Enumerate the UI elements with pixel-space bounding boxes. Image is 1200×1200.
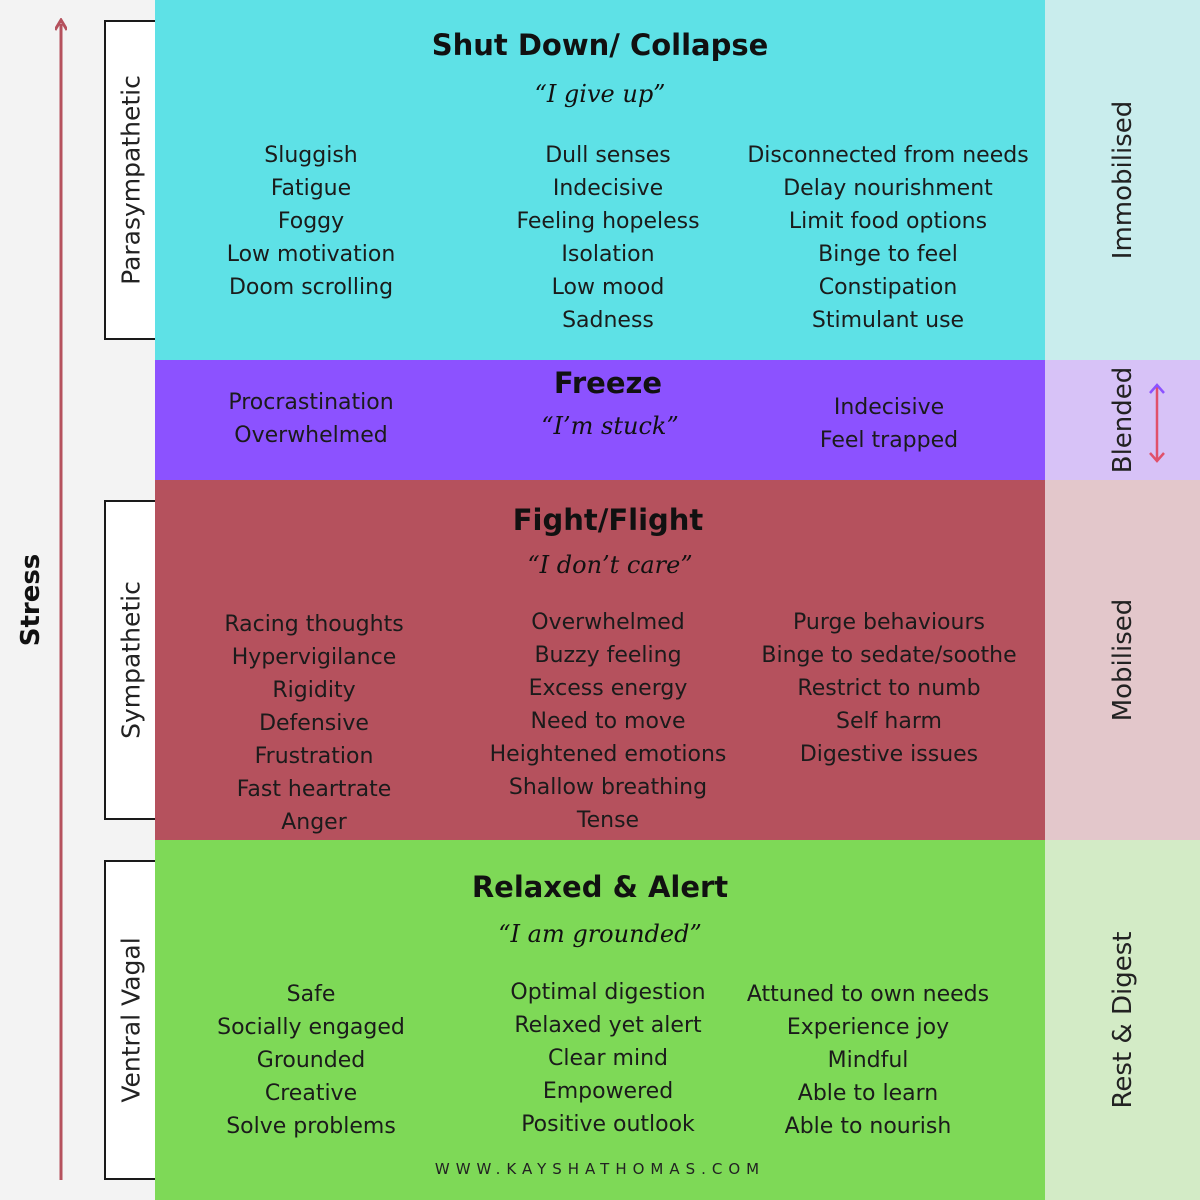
list-item: Anger bbox=[281, 810, 347, 835]
mobilised-label: Mobilised bbox=[1108, 598, 1138, 722]
list-item: Overwhelmed bbox=[234, 423, 388, 448]
list-item: Self harm bbox=[836, 709, 942, 734]
list-item: Feeling hopeless bbox=[516, 209, 700, 234]
list-item: Socially engaged bbox=[217, 1015, 405, 1040]
freeze-col-1 bbox=[228, 386, 393, 452]
list-item: Digestive issues bbox=[799, 742, 979, 767]
freeze-col-3 bbox=[820, 391, 958, 457]
relaxed-alert-col-2 bbox=[510, 976, 705, 1141]
list-item: Indecisive bbox=[833, 395, 945, 420]
list-item: Excess energy bbox=[528, 676, 688, 701]
relaxed-alert-band bbox=[155, 840, 1045, 1200]
relaxed-alert-col-1 bbox=[217, 978, 405, 1143]
list-item: Purge behaviours bbox=[793, 610, 985, 635]
ventral-vagal-box bbox=[104, 860, 156, 1180]
shutdown-band bbox=[155, 0, 1045, 360]
freeze-band bbox=[155, 360, 1045, 480]
list-item: Isolation bbox=[561, 242, 655, 267]
list-item: Fatigue bbox=[270, 176, 352, 201]
shutdown-quote: “I give up” bbox=[534, 80, 666, 108]
relaxed-alert-quote: “I am grounded” bbox=[498, 920, 702, 948]
sympathetic-label: Sympathetic bbox=[116, 581, 146, 739]
list-item: Doom scrolling bbox=[228, 275, 394, 300]
rest-digest-label: Rest & Digest bbox=[1108, 931, 1138, 1109]
ventral-vagal-label: Ventral Vagal bbox=[116, 937, 146, 1103]
list-item: Clear mind bbox=[548, 1046, 668, 1071]
list-item: Optimal digestion bbox=[510, 980, 706, 1005]
list-item: Grounded bbox=[256, 1048, 366, 1073]
list-item: Binge to sedate/soothe bbox=[761, 643, 1017, 668]
list-item: Disconnected from needs bbox=[747, 143, 1029, 168]
list-item: Tense bbox=[576, 808, 640, 833]
blended-label: Blended bbox=[1108, 366, 1138, 474]
fight-flight-band bbox=[155, 480, 1045, 840]
list-item: Dull senses bbox=[545, 143, 671, 168]
list-item: Sluggish bbox=[264, 143, 358, 168]
list-item: Restrict to numb bbox=[797, 676, 981, 701]
list-item: Safe bbox=[286, 982, 336, 1007]
immobilised-band bbox=[1045, 0, 1200, 360]
sympathetic-box bbox=[104, 500, 156, 820]
list-item: Stimulant use bbox=[811, 308, 965, 333]
relaxed-alert-col-3 bbox=[747, 978, 989, 1143]
stress-axis-label: Stress bbox=[16, 553, 46, 647]
shutdown-title: Shut Down/ Collapse bbox=[431, 28, 769, 62]
shutdown-col-2 bbox=[516, 139, 699, 337]
list-item: Shallow breathing bbox=[508, 775, 708, 800]
list-item: Able to learn bbox=[797, 1081, 939, 1106]
relaxed-alert-title: Relaxed & Alert bbox=[471, 870, 729, 904]
shutdown-col-3 bbox=[747, 139, 1028, 337]
list-item: Constipation bbox=[818, 275, 958, 300]
list-item: Creative bbox=[264, 1081, 358, 1106]
list-item: Able to nourish bbox=[784, 1114, 952, 1139]
list-item: Binge to feel bbox=[818, 242, 958, 267]
list-item: Foggy bbox=[277, 209, 345, 234]
list-item: Empowered bbox=[542, 1079, 674, 1104]
list-item: Sadness bbox=[562, 308, 654, 333]
list-item: Solve problems bbox=[226, 1114, 396, 1139]
list-item: Mindful bbox=[827, 1048, 909, 1073]
rest-digest-band bbox=[1045, 840, 1200, 1200]
list-item: Attuned to own needs bbox=[746, 982, 990, 1007]
freeze-title: Freeze bbox=[553, 366, 663, 400]
blended-band bbox=[1045, 360, 1200, 480]
double-arrow-icon bbox=[1149, 382, 1165, 464]
stress-arrow bbox=[55, 18, 67, 1180]
shutdown-col-1 bbox=[227, 139, 396, 304]
parasympathetic-label: Parasympathetic bbox=[116, 75, 146, 285]
list-item: Delay nourishment bbox=[783, 176, 993, 201]
list-item: Procrastination bbox=[228, 390, 394, 415]
list-item: Buzzy feeling bbox=[534, 643, 682, 668]
parasympathetic-box bbox=[104, 20, 156, 340]
fight-flight-col-2 bbox=[490, 606, 727, 837]
fight-flight-col-1 bbox=[224, 608, 403, 839]
list-item: Low mood bbox=[551, 275, 665, 300]
list-item: Defensive bbox=[259, 711, 369, 736]
website-url: WWW.KAYSHATHOMAS.COM bbox=[434, 1160, 766, 1178]
list-item: Rigidity bbox=[272, 678, 356, 703]
list-item: Low motivation bbox=[226, 242, 396, 267]
fight-flight-title: Fight/Flight bbox=[512, 503, 704, 537]
list-item: Need to move bbox=[530, 709, 686, 734]
list-item: Indecisive bbox=[552, 176, 664, 201]
list-item: Overwhelmed bbox=[531, 610, 685, 635]
list-item: Racing thoughts bbox=[224, 612, 404, 637]
list-item: Positive outlook bbox=[521, 1112, 695, 1137]
list-item: Relaxed yet alert bbox=[514, 1013, 702, 1038]
fight-flight-quote: “I don’t care” bbox=[527, 551, 693, 579]
immobilised-label: Immobilised bbox=[1108, 100, 1138, 260]
list-item: Experience joy bbox=[786, 1015, 950, 1040]
list-item: Feel trapped bbox=[819, 428, 959, 453]
list-item: Limit food options bbox=[788, 209, 988, 234]
mobilised-band bbox=[1045, 480, 1200, 840]
list-item: Heightened emotions bbox=[489, 742, 727, 767]
fight-flight-col-3 bbox=[761, 606, 1016, 771]
list-item: Fast heartrate bbox=[236, 777, 392, 802]
list-item: Hypervigilance bbox=[231, 645, 397, 670]
freeze-quote: “I’m stuck” bbox=[541, 412, 679, 440]
list-item: Frustration bbox=[254, 744, 374, 769]
